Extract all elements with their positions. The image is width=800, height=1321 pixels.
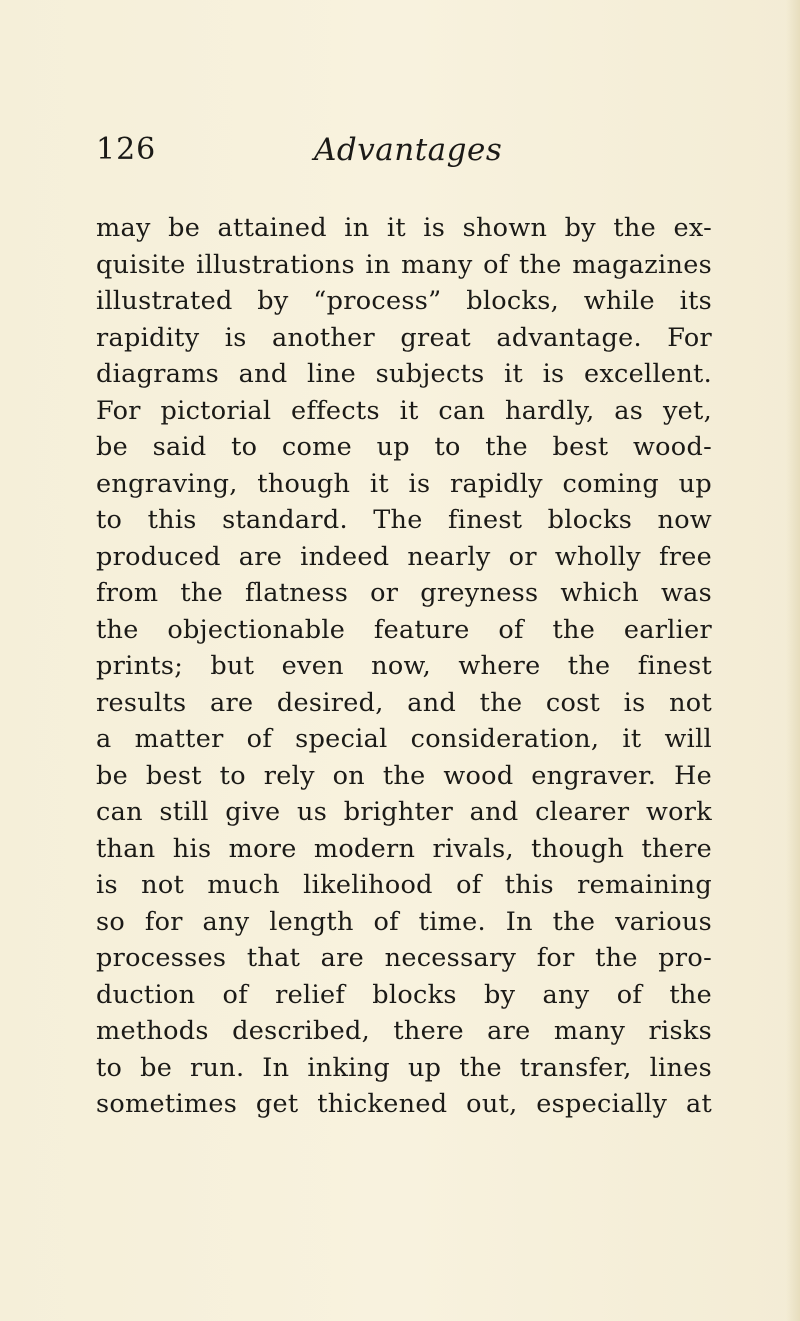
text-line: prints; but even now, where the finest bbox=[96, 651, 712, 681]
text-line: For pictorial effects it can hardly, as yet, bbox=[96, 395, 712, 426]
text-line: results are desired, and the cost is not bbox=[96, 687, 712, 718]
text-line: sometimes get thickened out, especially at bbox=[96, 1089, 712, 1119]
text-line: a matter of special consideration, it will bbox=[96, 724, 712, 754]
body-text bbox=[96, 210, 712, 1123]
text-line: duction of relief blocks by any of the bbox=[96, 979, 712, 1010]
text-line: diagrams and line subjects it is excellent. bbox=[96, 359, 712, 389]
text-line: processes that are necessary for the pro- bbox=[96, 943, 712, 973]
text-line: quisite illustrations in many of the magazines bbox=[96, 249, 712, 280]
text-line: may be attained in it is shown by the ex- bbox=[96, 213, 712, 243]
page-header bbox=[96, 132, 716, 182]
text-line: than his more modern rivals, though there bbox=[96, 833, 712, 864]
text-line: rapidity is another great advantage. For bbox=[96, 322, 712, 353]
text-line: can still give us brighter and clearer work bbox=[96, 797, 712, 827]
text-line: be said to come up to the best wood- bbox=[96, 432, 712, 462]
text-line: produced are indeed nearly or wholly free bbox=[96, 541, 712, 572]
text-line: is not much likelihood of this remaining bbox=[96, 870, 712, 900]
text-line: the objectionable feature of the earlier bbox=[96, 614, 712, 645]
text-line: to be run. In inking up the transfer, lines bbox=[96, 1052, 712, 1083]
text-line: methods described, there are many risks bbox=[96, 1016, 712, 1046]
text-line: to this standard. The finest blocks now bbox=[96, 505, 712, 535]
page-edge-shading bbox=[786, 0, 800, 1321]
text-line: from the flatness or greyness which was bbox=[96, 578, 712, 608]
text-line: be best to rely on the wood engraver. He bbox=[96, 760, 712, 791]
text-line: so for any length of time. In the various bbox=[96, 906, 712, 937]
text-line: engraving, though it is rapidly coming up bbox=[96, 468, 712, 499]
page-number: 126 bbox=[96, 132, 157, 167]
running-head: Advantages bbox=[314, 132, 503, 168]
text-line: illustrated by “process” blocks, while its bbox=[96, 286, 712, 316]
